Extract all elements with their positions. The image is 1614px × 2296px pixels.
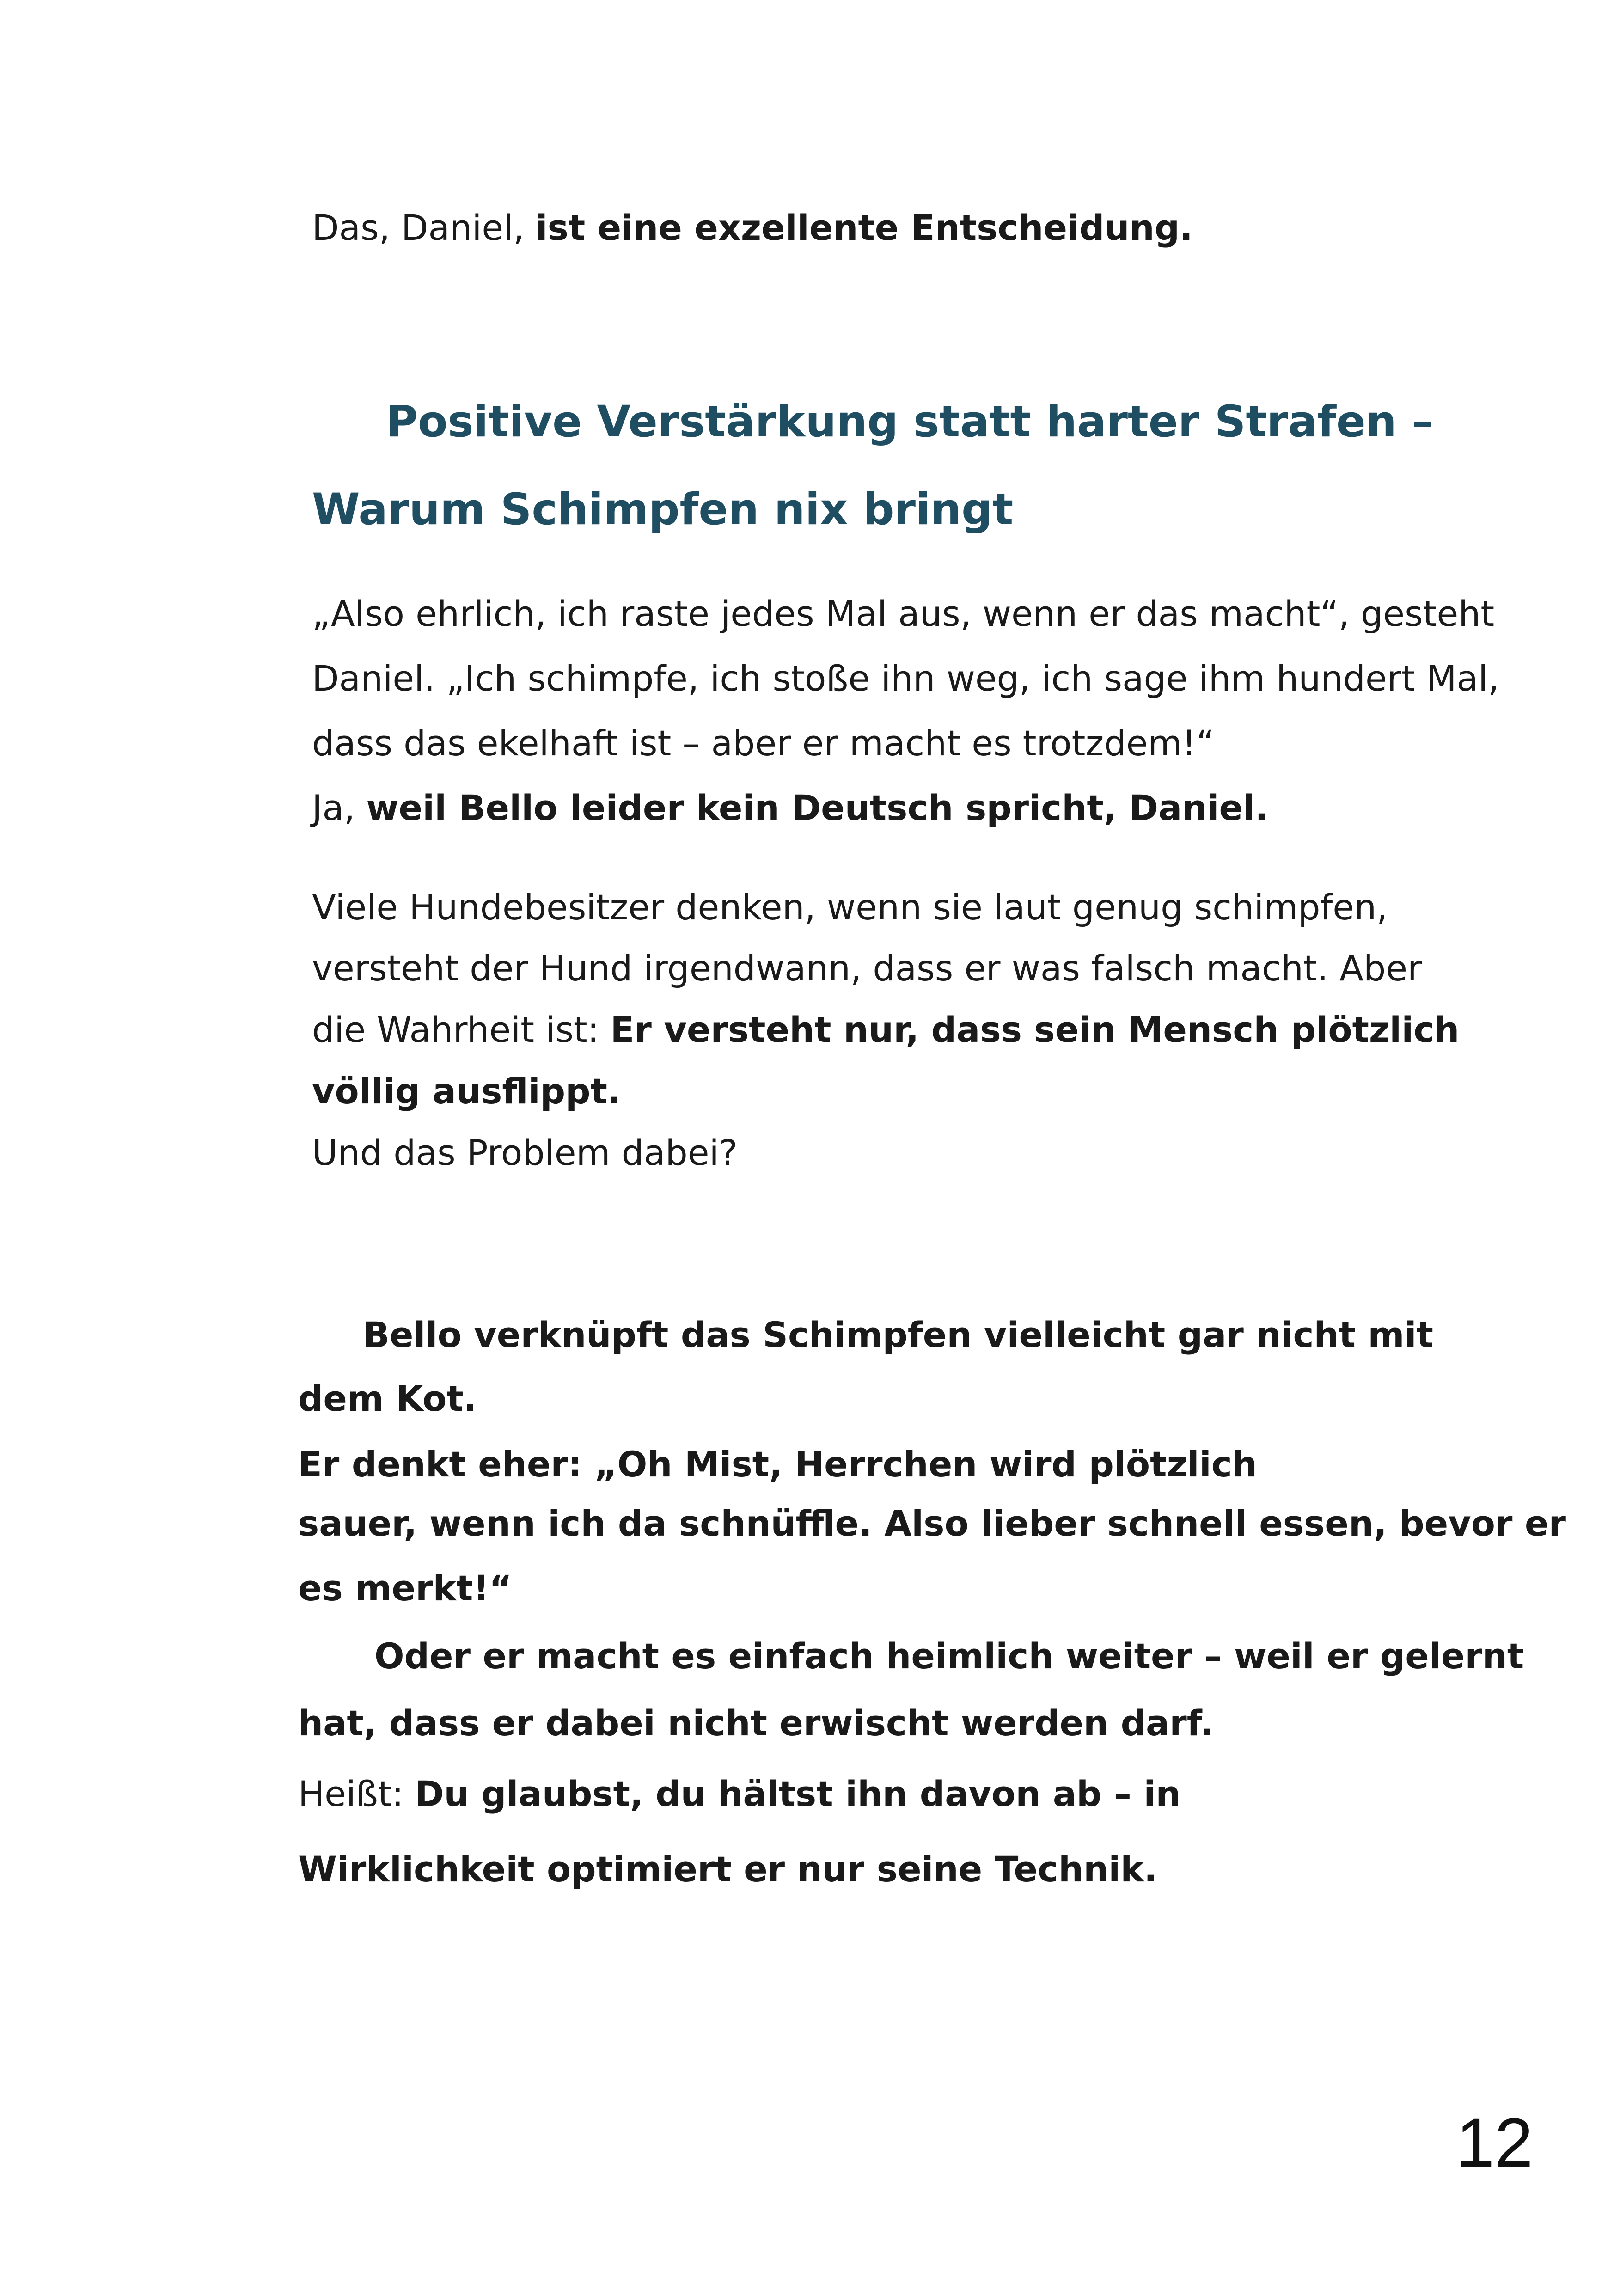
answer-line bbox=[312, 787, 1268, 828]
section-heading-line2: Warum Schimpfen nix bringt bbox=[312, 484, 1014, 535]
answer-bold: weil Bello leider kein Deutsch spricht, Daniel. bbox=[366, 787, 1268, 828]
bold-block-line8-plain: Heißt: bbox=[298, 1773, 415, 1814]
quote-line1: „Also ehrlich, ich raste jedes Mal aus, wenn er das macht“, gesteht bbox=[312, 593, 1495, 634]
answer-plain: Ja, bbox=[312, 787, 367, 828]
intro-bold: ist eine exzellente Entscheidung. bbox=[535, 207, 1193, 248]
bold-block-line8-bold: Du glaubst, du hältst ihn davon ab – in bbox=[415, 1773, 1181, 1814]
intro-line bbox=[312, 207, 1193, 248]
page-number: 12 bbox=[1456, 2104, 1533, 2181]
bold-block-line7: hat, dass er dabei nicht erwischt werden darf. bbox=[298, 1702, 1214, 1744]
quote-line2: Daniel. „Ich schimpfe, ich stoße ihn weg, ich sage ihm hundert Mal, bbox=[312, 658, 1499, 699]
bold-block-line6: Oder er macht es einfach heimlich weiter – weil er gelernt bbox=[374, 1635, 1524, 1677]
bold-block-line9: Wirklichkeit optimiert er nur seine Technik. bbox=[298, 1849, 1157, 1890]
para-line4: völlig ausflippt. bbox=[312, 1071, 621, 1112]
para-line1: Viele Hundebesitzer denken, wenn sie laut genug schimpfen, bbox=[312, 887, 1388, 928]
bold-block-line2: dem Kot. bbox=[298, 1378, 477, 1419]
bold-block-line4: sauer, wenn ich da schnüffle. Also lieber schnell essen, bevor er bbox=[298, 1503, 1566, 1544]
para-line3-plain: die Wahrheit ist: bbox=[312, 1009, 611, 1050]
bold-block-line5: es merkt!“ bbox=[298, 1567, 512, 1609]
para-line3-bold: Er versteht nur, dass sein Mensch plötzlich bbox=[610, 1009, 1460, 1050]
intro-plain: Das, Daniel, bbox=[312, 207, 536, 248]
section-heading-line1: Positive Verstärkung statt harter Strafen – bbox=[386, 397, 1434, 447]
bold-block-line1: Bello verknüpft das Schimpfen vielleicht gar nicht mit bbox=[363, 1314, 1433, 1355]
para-line2: versteht der Hund irgendwann, dass er was falsch macht. Aber bbox=[312, 948, 1422, 989]
bold-block-line8 bbox=[298, 1773, 1181, 1814]
bold-block-line3: Er denkt eher: „Oh Mist, Herrchen wird plötzlich bbox=[298, 1444, 1257, 1485]
para-line5: Und das Problem dabei? bbox=[312, 1132, 738, 1173]
quote-line3: dass das ekelhaft ist – aber er macht es trotzdem!“ bbox=[312, 722, 1215, 764]
para-line3 bbox=[312, 1009, 1460, 1050]
